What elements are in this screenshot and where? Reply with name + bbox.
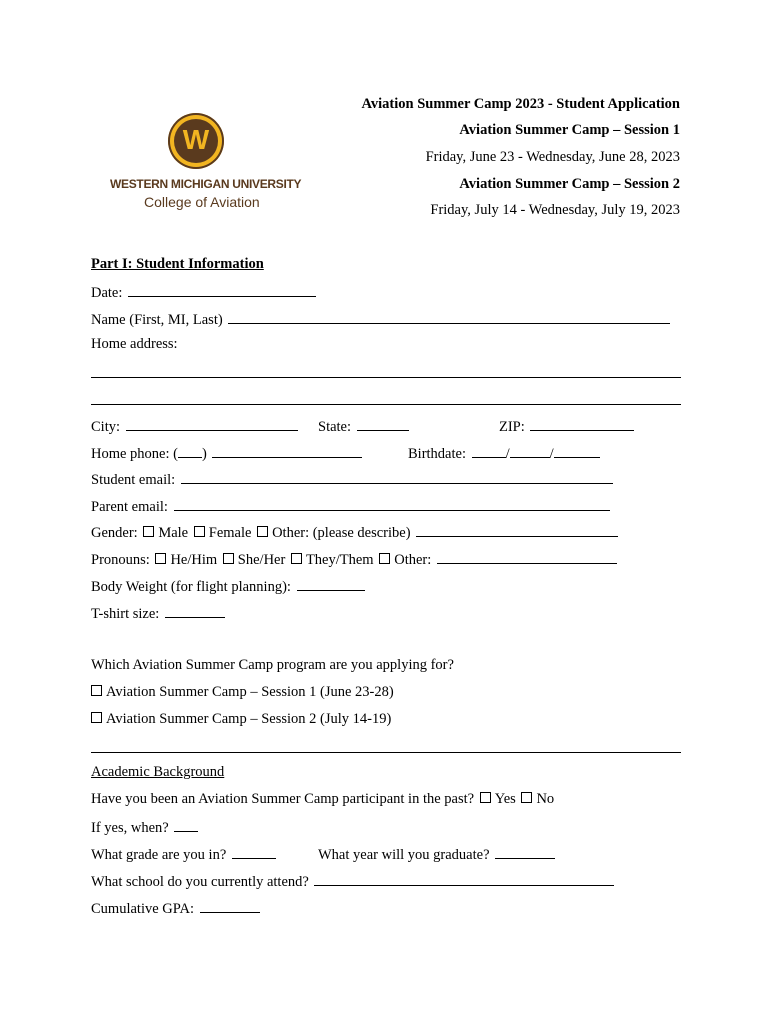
name-row xyxy=(91,310,670,329)
graduate-row xyxy=(318,845,555,864)
gpa-field[interactable] xyxy=(200,899,260,913)
name-label: Name (First, MI, Last) xyxy=(91,312,223,328)
home-phone-paren: ) xyxy=(201,446,207,462)
program-question: Which Aviation Summer Camp program are you applying for? xyxy=(91,657,454,673)
parent-email-field[interactable] xyxy=(174,497,610,511)
parent-email-row xyxy=(91,497,610,516)
gender-other-field[interactable] xyxy=(416,523,618,537)
graduate-field[interactable] xyxy=(495,845,555,859)
academic-heading: Academic Background xyxy=(91,764,225,780)
student-email-label: Student email: xyxy=(91,472,176,488)
gender-male-checkbox[interactable] xyxy=(143,526,154,537)
gpa-row xyxy=(91,899,260,918)
city-field[interactable] xyxy=(126,417,298,431)
gpa-label: Cumulative GPA: xyxy=(91,901,194,917)
past-participant-row xyxy=(91,791,554,808)
area-code-field[interactable] xyxy=(178,444,202,458)
body-weight-label: Body Weight (for flight planning): xyxy=(91,579,291,595)
body-weight-field[interactable] xyxy=(297,577,365,591)
birthdate-sep-2: / xyxy=(549,446,554,462)
student-email-row xyxy=(91,470,613,489)
tshirt-field[interactable] xyxy=(165,604,225,618)
past-yes-checkbox[interactable] xyxy=(480,792,491,803)
date-field[interactable] xyxy=(128,283,316,297)
tshirt-row xyxy=(91,604,225,623)
birthdate-label: Birthdate: xyxy=(408,446,466,462)
pronouns-row xyxy=(91,550,617,569)
city-row xyxy=(91,417,298,436)
pronoun-other-checkbox[interactable] xyxy=(379,553,390,564)
program-option-1 xyxy=(91,684,394,701)
zip-label: ZIP: xyxy=(499,419,525,435)
gender-label: Gender: xyxy=(91,525,138,541)
address-line-2[interactable] xyxy=(91,404,681,405)
if-yes-field[interactable] xyxy=(174,818,198,832)
pronoun-hehim-checkbox[interactable] xyxy=(155,553,166,564)
date-label: Date: xyxy=(91,285,123,301)
gender-female-label: Female xyxy=(208,525,252,541)
program-session2-label: Aviation Summer Camp – Session 2 (July 14-19) xyxy=(106,711,392,727)
birth-year-field[interactable] xyxy=(554,444,600,458)
home-address-label: Home address: xyxy=(91,336,178,352)
zip-field[interactable] xyxy=(530,417,634,431)
past-no-label: No xyxy=(536,791,555,807)
birth-month-field[interactable] xyxy=(472,444,506,458)
school-row xyxy=(91,872,614,891)
pronoun-theythem-label: They/Them xyxy=(305,552,374,568)
pronoun-other-label: Other: xyxy=(394,552,432,568)
pronoun-other-field[interactable] xyxy=(437,550,617,564)
home-phone-row xyxy=(91,444,362,463)
pronouns-label: Pronouns: xyxy=(91,552,150,568)
state-field[interactable] xyxy=(357,417,409,431)
birth-day-field[interactable] xyxy=(510,444,550,458)
pronoun-sheher-checkbox[interactable] xyxy=(223,553,234,564)
school-label: What school do you currently attend? xyxy=(91,874,309,890)
student-email-field[interactable] xyxy=(181,470,613,484)
graduate-label: What year will you graduate? xyxy=(318,847,490,863)
pronoun-sheher-label: She/Her xyxy=(237,552,286,568)
page-title: Aviation Summer Camp 2023 - Student Application xyxy=(361,96,680,112)
name-field[interactable] xyxy=(228,310,670,324)
past-participant-question: Have you been an Aviation Summer Camp participant in the past? xyxy=(91,791,475,807)
address-line-1[interactable] xyxy=(91,377,681,378)
session1-title: Aviation Summer Camp – Session 1 xyxy=(459,122,680,138)
section-divider xyxy=(91,752,681,753)
grade-field[interactable] xyxy=(232,845,276,859)
program-session1-label: Aviation Summer Camp – Session 1 (June 23-28) xyxy=(106,684,394,700)
city-label: City: xyxy=(91,419,121,435)
past-no-checkbox[interactable] xyxy=(521,792,532,803)
session2-title: Aviation Summer Camp – Session 2 xyxy=(459,176,680,192)
pronoun-hehim-label: He/Him xyxy=(170,552,218,568)
school-field[interactable] xyxy=(314,872,614,886)
home-phone-label: Home phone: ( xyxy=(91,446,178,462)
pronoun-theythem-checkbox[interactable] xyxy=(291,553,302,564)
state-label: State: xyxy=(318,419,352,435)
program-option-2 xyxy=(91,711,391,728)
past-yes-label: Yes xyxy=(494,791,516,807)
grade-label: What grade are you in? xyxy=(91,847,227,863)
birthdate-sep-1: / xyxy=(505,446,510,462)
home-phone-field[interactable] xyxy=(212,444,362,458)
wmu-logo-letter: W xyxy=(182,124,210,155)
gender-female-checkbox[interactable] xyxy=(194,526,205,537)
session2-dates: Friday, July 14 - Wednesday, July 19, 2023 xyxy=(430,202,680,218)
state-row xyxy=(318,417,409,436)
body-weight-row xyxy=(91,577,365,596)
program-session2-checkbox[interactable] xyxy=(91,712,102,723)
college-name: College of Aviation xyxy=(144,194,260,210)
parent-email-label: Parent email: xyxy=(91,499,168,515)
part1-heading: Part I: Student Information xyxy=(91,256,264,272)
if-yes-row xyxy=(91,818,198,837)
date-row xyxy=(91,283,316,302)
gender-male-label: Male xyxy=(158,525,189,541)
gender-other-checkbox[interactable] xyxy=(257,526,268,537)
program-session1-checkbox[interactable] xyxy=(91,685,102,696)
gender-row xyxy=(91,523,618,542)
grade-row xyxy=(91,845,276,864)
if-yes-label: If yes, when? xyxy=(91,820,169,836)
birthdate-row xyxy=(408,444,600,463)
tshirt-label: T-shirt size: xyxy=(91,606,160,622)
zip-row xyxy=(499,417,634,436)
university-name: WESTERN MICHIGAN UNIVERSITY xyxy=(110,177,302,191)
session1-dates: Friday, June 23 - Wednesday, June 28, 2023 xyxy=(425,149,680,165)
gender-other-label: Other: (please describe) xyxy=(272,525,411,541)
